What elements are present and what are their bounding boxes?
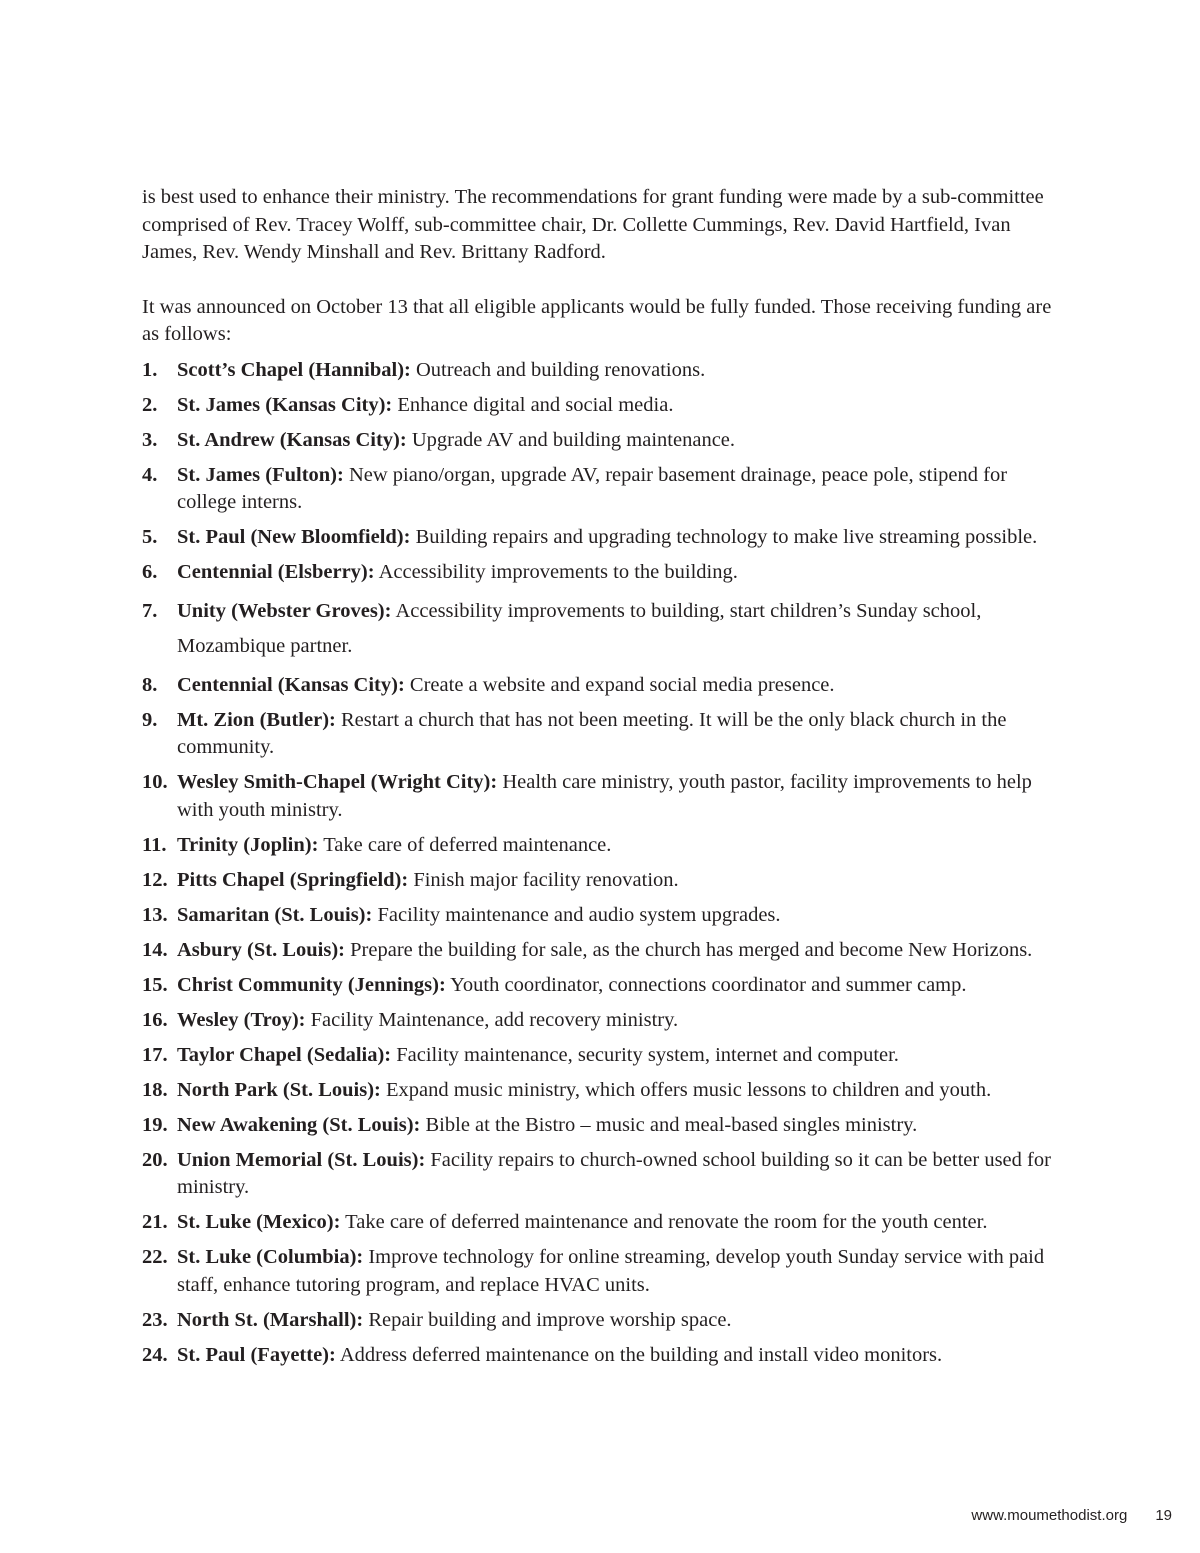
grant-description: Accessibility improvements to building, start children’s Sunday school, Mozambique partner. — [177, 600, 982, 657]
list-item — [142, 594, 1067, 664]
grant-description: Facility maintenance and audio system upgrades. — [377, 903, 781, 926]
list-item — [142, 427, 1067, 455]
list-item — [142, 769, 1067, 824]
list-item — [142, 357, 1067, 385]
item-number: 20. — [142, 1148, 168, 1171]
church-name: St. James (Kansas City): — [177, 393, 393, 416]
church-name: St. Luke (Columbia): — [177, 1246, 364, 1268]
church-name: St. Andrew (Kansas City): — [177, 428, 407, 451]
grant-description: Accessibility improvements to the building. — [378, 561, 738, 583]
list-item — [142, 1209, 1067, 1237]
church-name: Pitts Chapel (Springfield): — [177, 868, 409, 891]
church-name: St. James (Fulton): — [177, 463, 344, 486]
grant-description: Repair building and improve worship space. — [368, 1308, 732, 1331]
list-item — [142, 1112, 1067, 1140]
church-name: St. Luke (Mexico): — [177, 1211, 341, 1233]
list-item — [142, 559, 1067, 587]
list-item — [142, 1007, 1067, 1035]
church-name: Trinity (Joplin): — [177, 833, 319, 856]
intro-paragraph: is best used to enhance their ministry. The recommendations for grant funding were made by a sub-committee comprised of Rev. Tracey Wolff, sub-committee chair, Dr. Collette Cummings, Rev. David Hartfield, Ivan James, Rev. Wendy Minshall and Rev. Brittany Radford. — [142, 186, 1044, 263]
grant-description: Create a website and expand social media presence. — [409, 673, 835, 696]
list-item — [142, 1042, 1067, 1070]
item-number: 18. — [142, 1078, 168, 1101]
church-name: Asbury (St. Louis): — [177, 938, 346, 961]
church-name: Mt. Zion (Butler): — [177, 708, 336, 731]
church-name: Christ Community (Jennings): — [177, 973, 446, 996]
church-name: St. Paul (New Bloomfield): — [177, 526, 411, 548]
item-number: 7. — [142, 600, 158, 622]
item-number: 15. — [142, 973, 168, 996]
grant-description: Building repairs and upgrading technology to make live streaming possible. — [415, 526, 1038, 548]
list-item — [142, 1307, 1067, 1335]
list-item — [142, 832, 1067, 860]
church-name: Centennial (Kansas City): — [177, 673, 405, 696]
grant-description: Prepare the building for sale, as the church has merged and become New Horizons. — [350, 938, 1033, 961]
grant-description: Bible at the Bistro – music and meal-based singles ministry. — [425, 1113, 918, 1136]
church-name: Taylor Chapel (Sedalia): — [177, 1043, 392, 1066]
item-number: 24. — [142, 1343, 168, 1366]
church-name: Wesley (Troy): — [177, 1008, 306, 1031]
church-name: St. Paul (Fayette): — [177, 1343, 336, 1366]
item-number: 17. — [142, 1043, 168, 1066]
list-item — [142, 1147, 1067, 1202]
church-name: Wesley Smith-Chapel (Wright City): — [177, 771, 498, 793]
list-item — [142, 672, 1067, 700]
list-item — [142, 902, 1067, 930]
website-url: www.moumethodist.org — [971, 1507, 1128, 1524]
grant-description: Expand music ministry, which offers music lessons to children and youth. — [385, 1078, 992, 1101]
list-item — [142, 392, 1067, 420]
church-name: New Awakening (St. Louis): — [177, 1113, 421, 1136]
announcement-paragraph: It was announced on October 13 that all eligible applicants would be fully funded. Those receiving funding are as follows: — [142, 295, 1052, 345]
page-number: 19 — [1155, 1507, 1172, 1524]
list-item — [142, 1342, 1067, 1370]
grant-description: Improve technology for online streaming, develop youth Sunday service with paid staff, enhance tutoring program, and replace HVAC units. — [177, 1246, 1045, 1296]
church-name: Union Memorial (St. Louis): — [177, 1148, 426, 1171]
item-number: 9. — [142, 708, 158, 731]
item-number: 5. — [142, 526, 158, 548]
document-body — [142, 184, 1067, 1377]
list-item — [142, 972, 1067, 1000]
item-number: 2. — [142, 393, 158, 416]
grant-description: Enhance digital and social media. — [397, 393, 674, 416]
list-item — [142, 1244, 1067, 1299]
grant-description: Outreach and building renovations. — [416, 358, 706, 381]
grant-description: Facility maintenance, security system, internet and computer. — [396, 1043, 899, 1066]
church-name: North St. (Marshall): — [177, 1308, 364, 1331]
item-number: 21. — [142, 1211, 168, 1233]
grant-description: Address deferred maintenance on the building and install video monitors. — [339, 1343, 943, 1366]
item-number: 12. — [142, 868, 168, 891]
church-name: Unity (Webster Groves): — [177, 600, 392, 622]
item-number: 22. — [142, 1246, 168, 1268]
grant-description: Health care ministry, youth pastor, facility improvements to help with youth ministry. — [177, 771, 1032, 821]
list-item — [142, 867, 1067, 895]
list-item — [142, 1077, 1067, 1105]
list-item — [142, 524, 1067, 552]
item-number: 14. — [142, 938, 168, 961]
item-number: 16. — [142, 1008, 168, 1031]
grant-description: Youth coordinator, connections coordinator and summer camp. — [450, 973, 967, 996]
item-number: 10. — [142, 771, 168, 793]
item-number: 6. — [142, 561, 158, 583]
grant-list — [142, 357, 1067, 1370]
list-item — [142, 937, 1067, 965]
grant-description: Finish major facility renovation. — [413, 868, 679, 891]
grant-description: Take care of deferred maintenance and renovate the room for the youth center. — [345, 1211, 988, 1233]
church-name: North Park (St. Louis): — [177, 1078, 381, 1101]
grant-description: Restart a church that has not been meeting. It will be the only black church in the community. — [177, 708, 1007, 758]
item-number: 13. — [142, 903, 168, 926]
item-number: 11. — [142, 833, 167, 856]
item-number: 8. — [142, 673, 158, 696]
grant-description: Take care of deferred maintenance. — [323, 833, 612, 856]
church-name: Centennial (Elsberry): — [177, 561, 375, 583]
list-item — [142, 707, 1067, 762]
church-name: Scott’s Chapel (Hannibal): — [177, 358, 411, 381]
item-number: 23. — [142, 1308, 168, 1331]
church-name: Samaritan (St. Louis): — [177, 903, 373, 926]
item-number: 19. — [142, 1113, 168, 1136]
grant-description: Facility repairs to church-owned school building so it can be better used for ministry. — [177, 1148, 1051, 1198]
item-number: 3. — [142, 428, 158, 451]
grant-description: Upgrade AV and building maintenance. — [411, 428, 736, 451]
grant-description: New piano/organ, upgrade AV, repair basement drainage, peace pole, stipend for college interns. — [177, 463, 1008, 513]
item-number: 4. — [142, 463, 158, 486]
grant-description: Facility Maintenance, add recovery ministry. — [310, 1008, 679, 1031]
page-footer — [971, 1507, 1172, 1524]
list-item — [142, 462, 1067, 517]
item-number: 1. — [142, 358, 158, 381]
